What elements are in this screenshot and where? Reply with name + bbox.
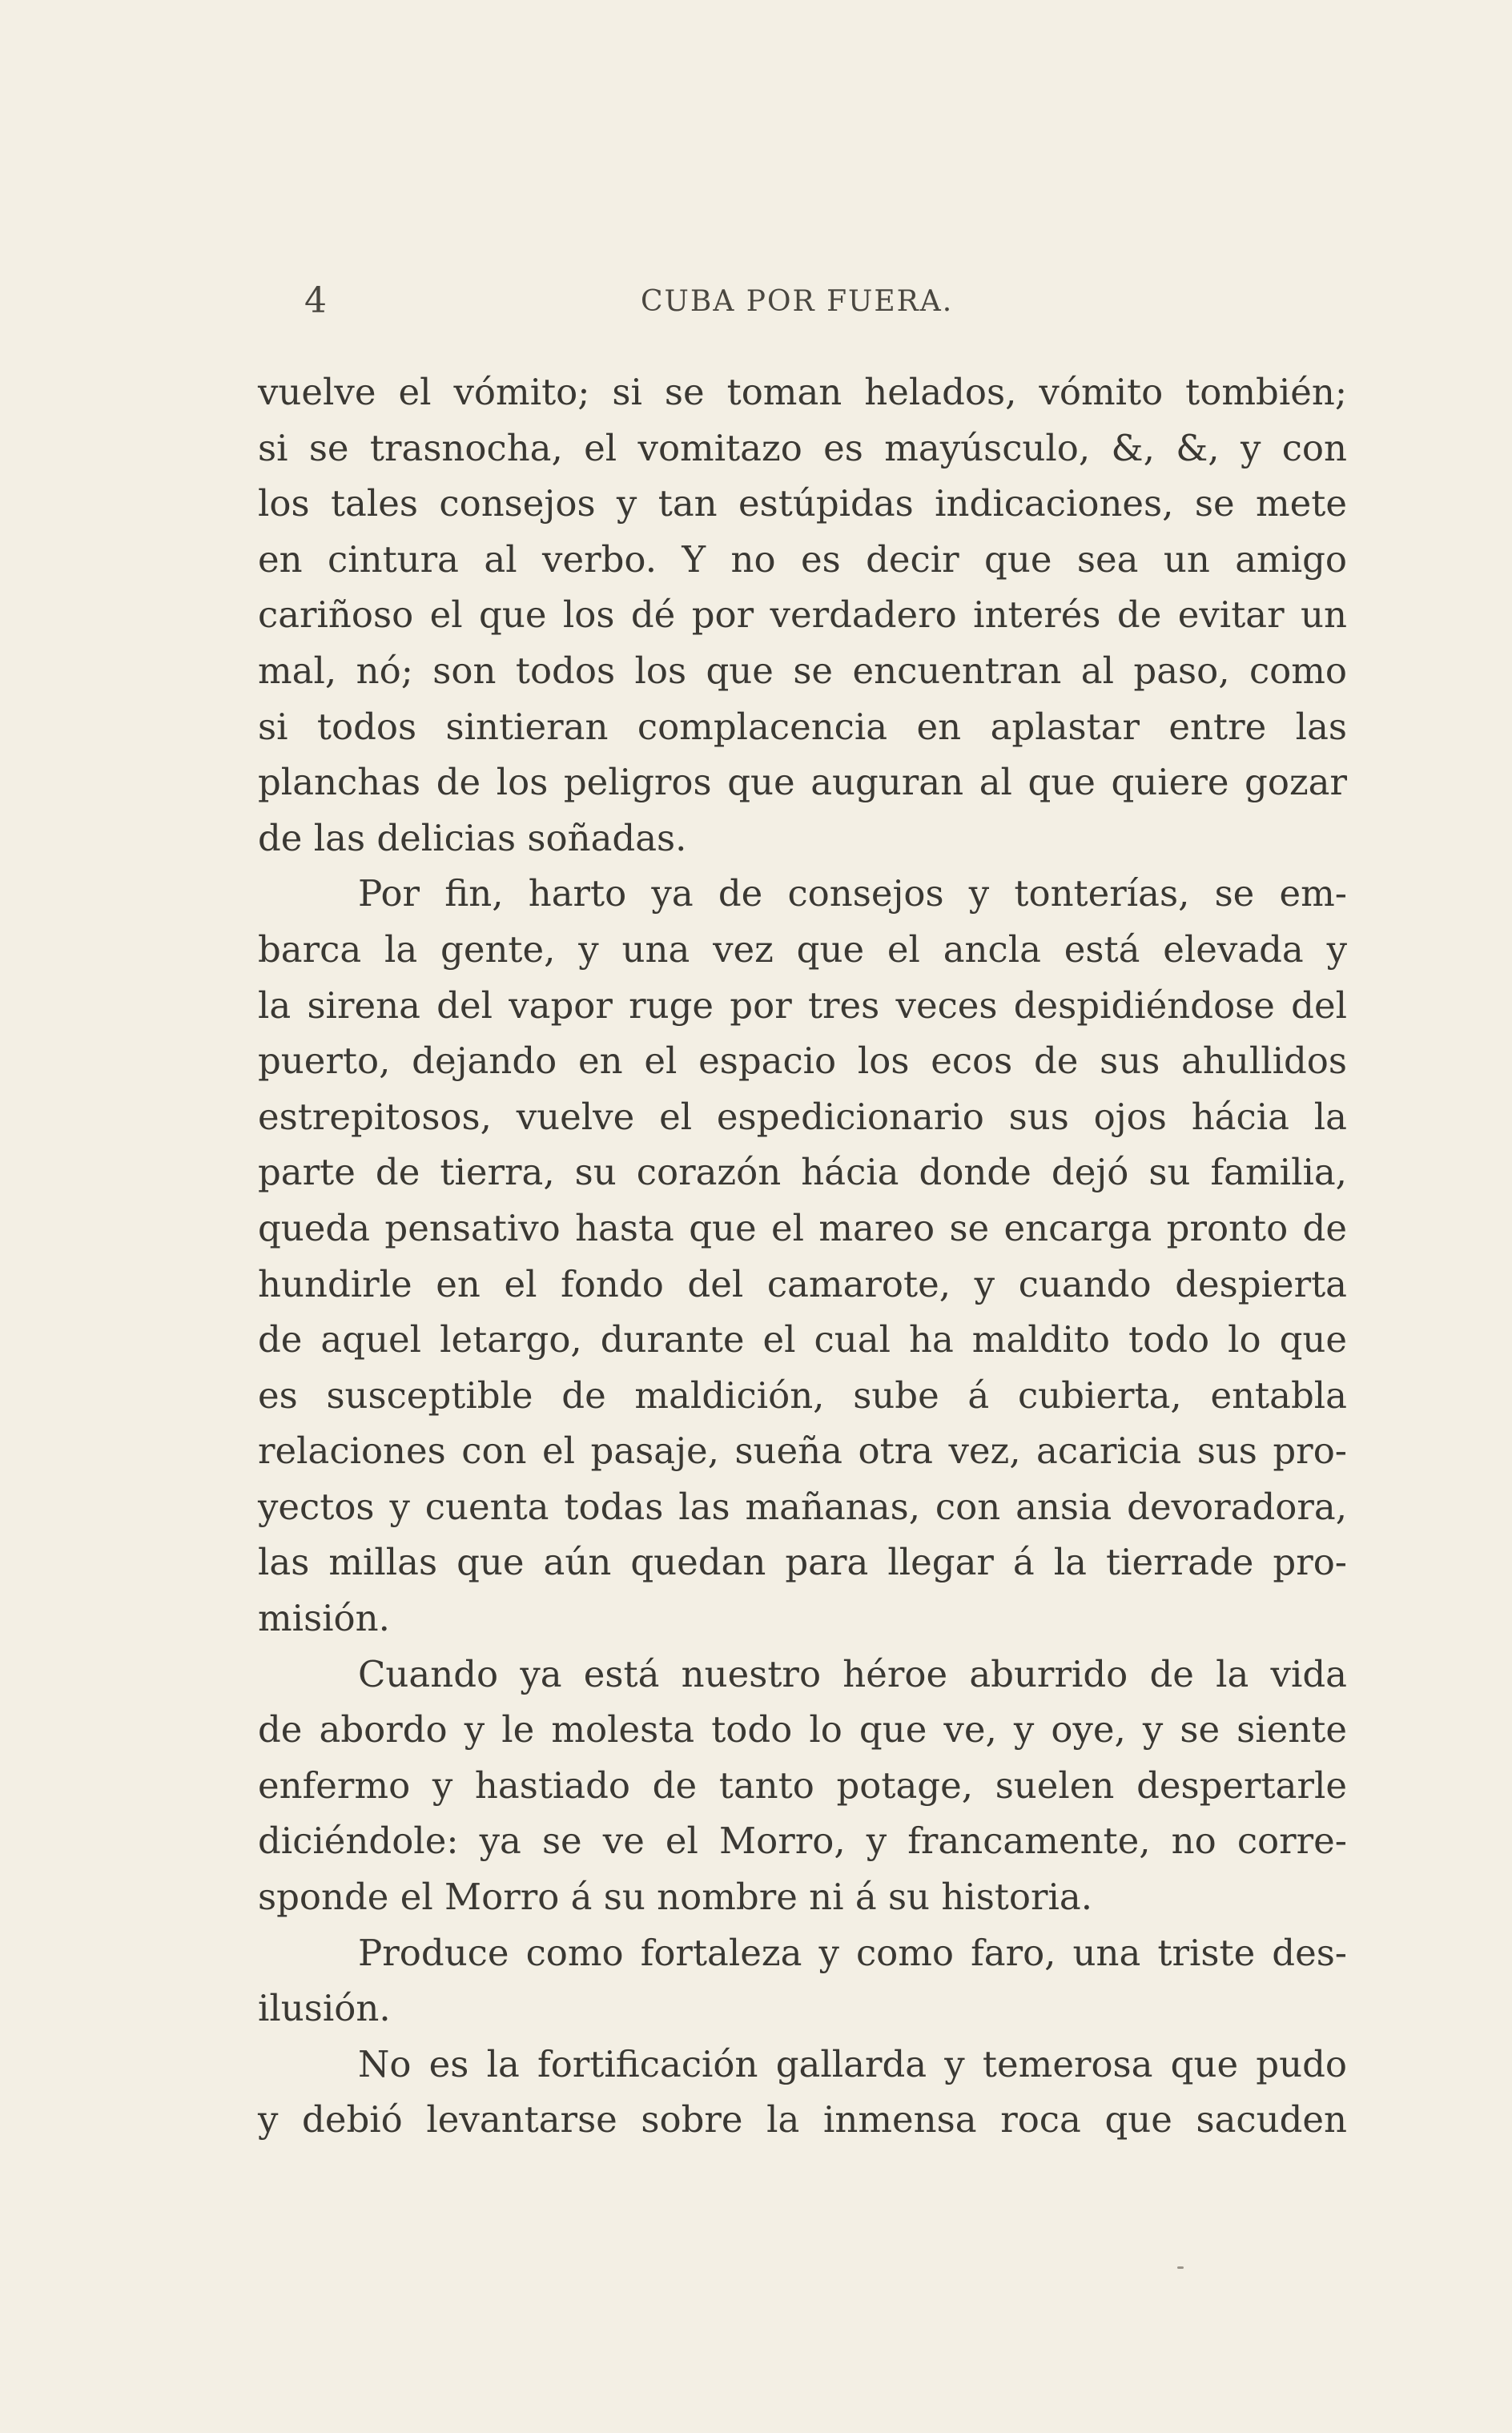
text-line: yectos y cuenta todas las mañanas, con ansia devoradora, (258, 1485, 1347, 1528)
text-line: mal, nó; son todos los que se encuentran al paso, como (258, 649, 1347, 692)
text-line: parte de tierra, su corazón hácia donde dejó su familia, (258, 1151, 1347, 1194)
text-line: barca la gente, y una vez que el ancla está elevada y (258, 927, 1347, 971)
text-line: de aquel letargo, durante el cual ha maldito todo lo que (258, 1318, 1347, 1361)
text-line: Por fin, harto ya de consejos y tonterías, se em- (358, 872, 1347, 915)
text-line: si se trasnocha, el vomitazo es mayúsculo, &, &, y con (258, 426, 1347, 469)
text-line: sponde el Morro á su nombre ni á su historia. (258, 1876, 1093, 1919)
text-line: enfermo y hastiado de tanto potage, suelen despertarle (258, 1763, 1347, 1807)
text-line: hundirle en el fondo del camarote, y cuando despierta (258, 1262, 1347, 1305)
text-line: vuelve el vómito; si se toman helados, vómito tombién; (258, 371, 1347, 413)
text-line: puerto, dejando en el espacio los ecos de sus ahullidos (258, 1040, 1347, 1083)
text-line: No es la fortificación gallarda y temerosa que pudo (358, 2042, 1347, 2085)
text-line: los tales consejos y tan estúpidas indicaciones, se mete (258, 482, 1347, 525)
text-line: queda pensativo hasta que el mareo se encarga pronto de (258, 1206, 1347, 1249)
paper-speck (1177, 2266, 1184, 2269)
text-line: Produce como fortaleza y como faro, una triste des- (358, 1931, 1347, 1974)
body-text (258, 364, 1347, 2148)
text-line: la sirena del vapor ruge por tres veces despidiéndose del (258, 983, 1347, 1027)
running-title: CUBA POR FUERA. (641, 285, 954, 318)
text-line: es susceptible de maldición, sube á cubierta, entabla (258, 1373, 1347, 1417)
text-line: planchas de los peligros que auguran al que quiere gozar (258, 761, 1347, 804)
page-number: 4 (304, 280, 327, 321)
text-line: en cintura al verbo. Y no es decir que sea un amigo (258, 537, 1347, 581)
text-line: cariñoso el que los dé por verdadero interés de evitar un (258, 593, 1347, 637)
text-line: relaciones con el pasaje, sueña otra vez, acaricia sus pro- (258, 1430, 1347, 1473)
page-header (304, 272, 1353, 336)
text-line: si todos sintieran complacencia en aplastar entre las (258, 705, 1347, 748)
text-line: de abordo y le molesta todo lo que ve, y oye, y se siente (258, 1708, 1347, 1751)
text-line: las millas que aún quedan para llegar á la tierrade pro- (258, 1541, 1347, 1584)
text-line: y debió levantarse sobre la inmensa roca que sacuden (258, 2098, 1347, 2141)
text-line: ilusión. (258, 1987, 391, 2030)
text-line: de las delicias soñadas. (258, 816, 687, 859)
text-line: Cuando ya está nuestro héroe aburrido de la vida (358, 1652, 1347, 1695)
text-line: misión. (258, 1597, 390, 1640)
text-line: estrepitosos, vuelve el espedicionario sus ojos hácia la (258, 1095, 1347, 1138)
text-line: diciéndole: ya se ve el Morro, y francamente, no corre- (258, 1820, 1347, 1863)
